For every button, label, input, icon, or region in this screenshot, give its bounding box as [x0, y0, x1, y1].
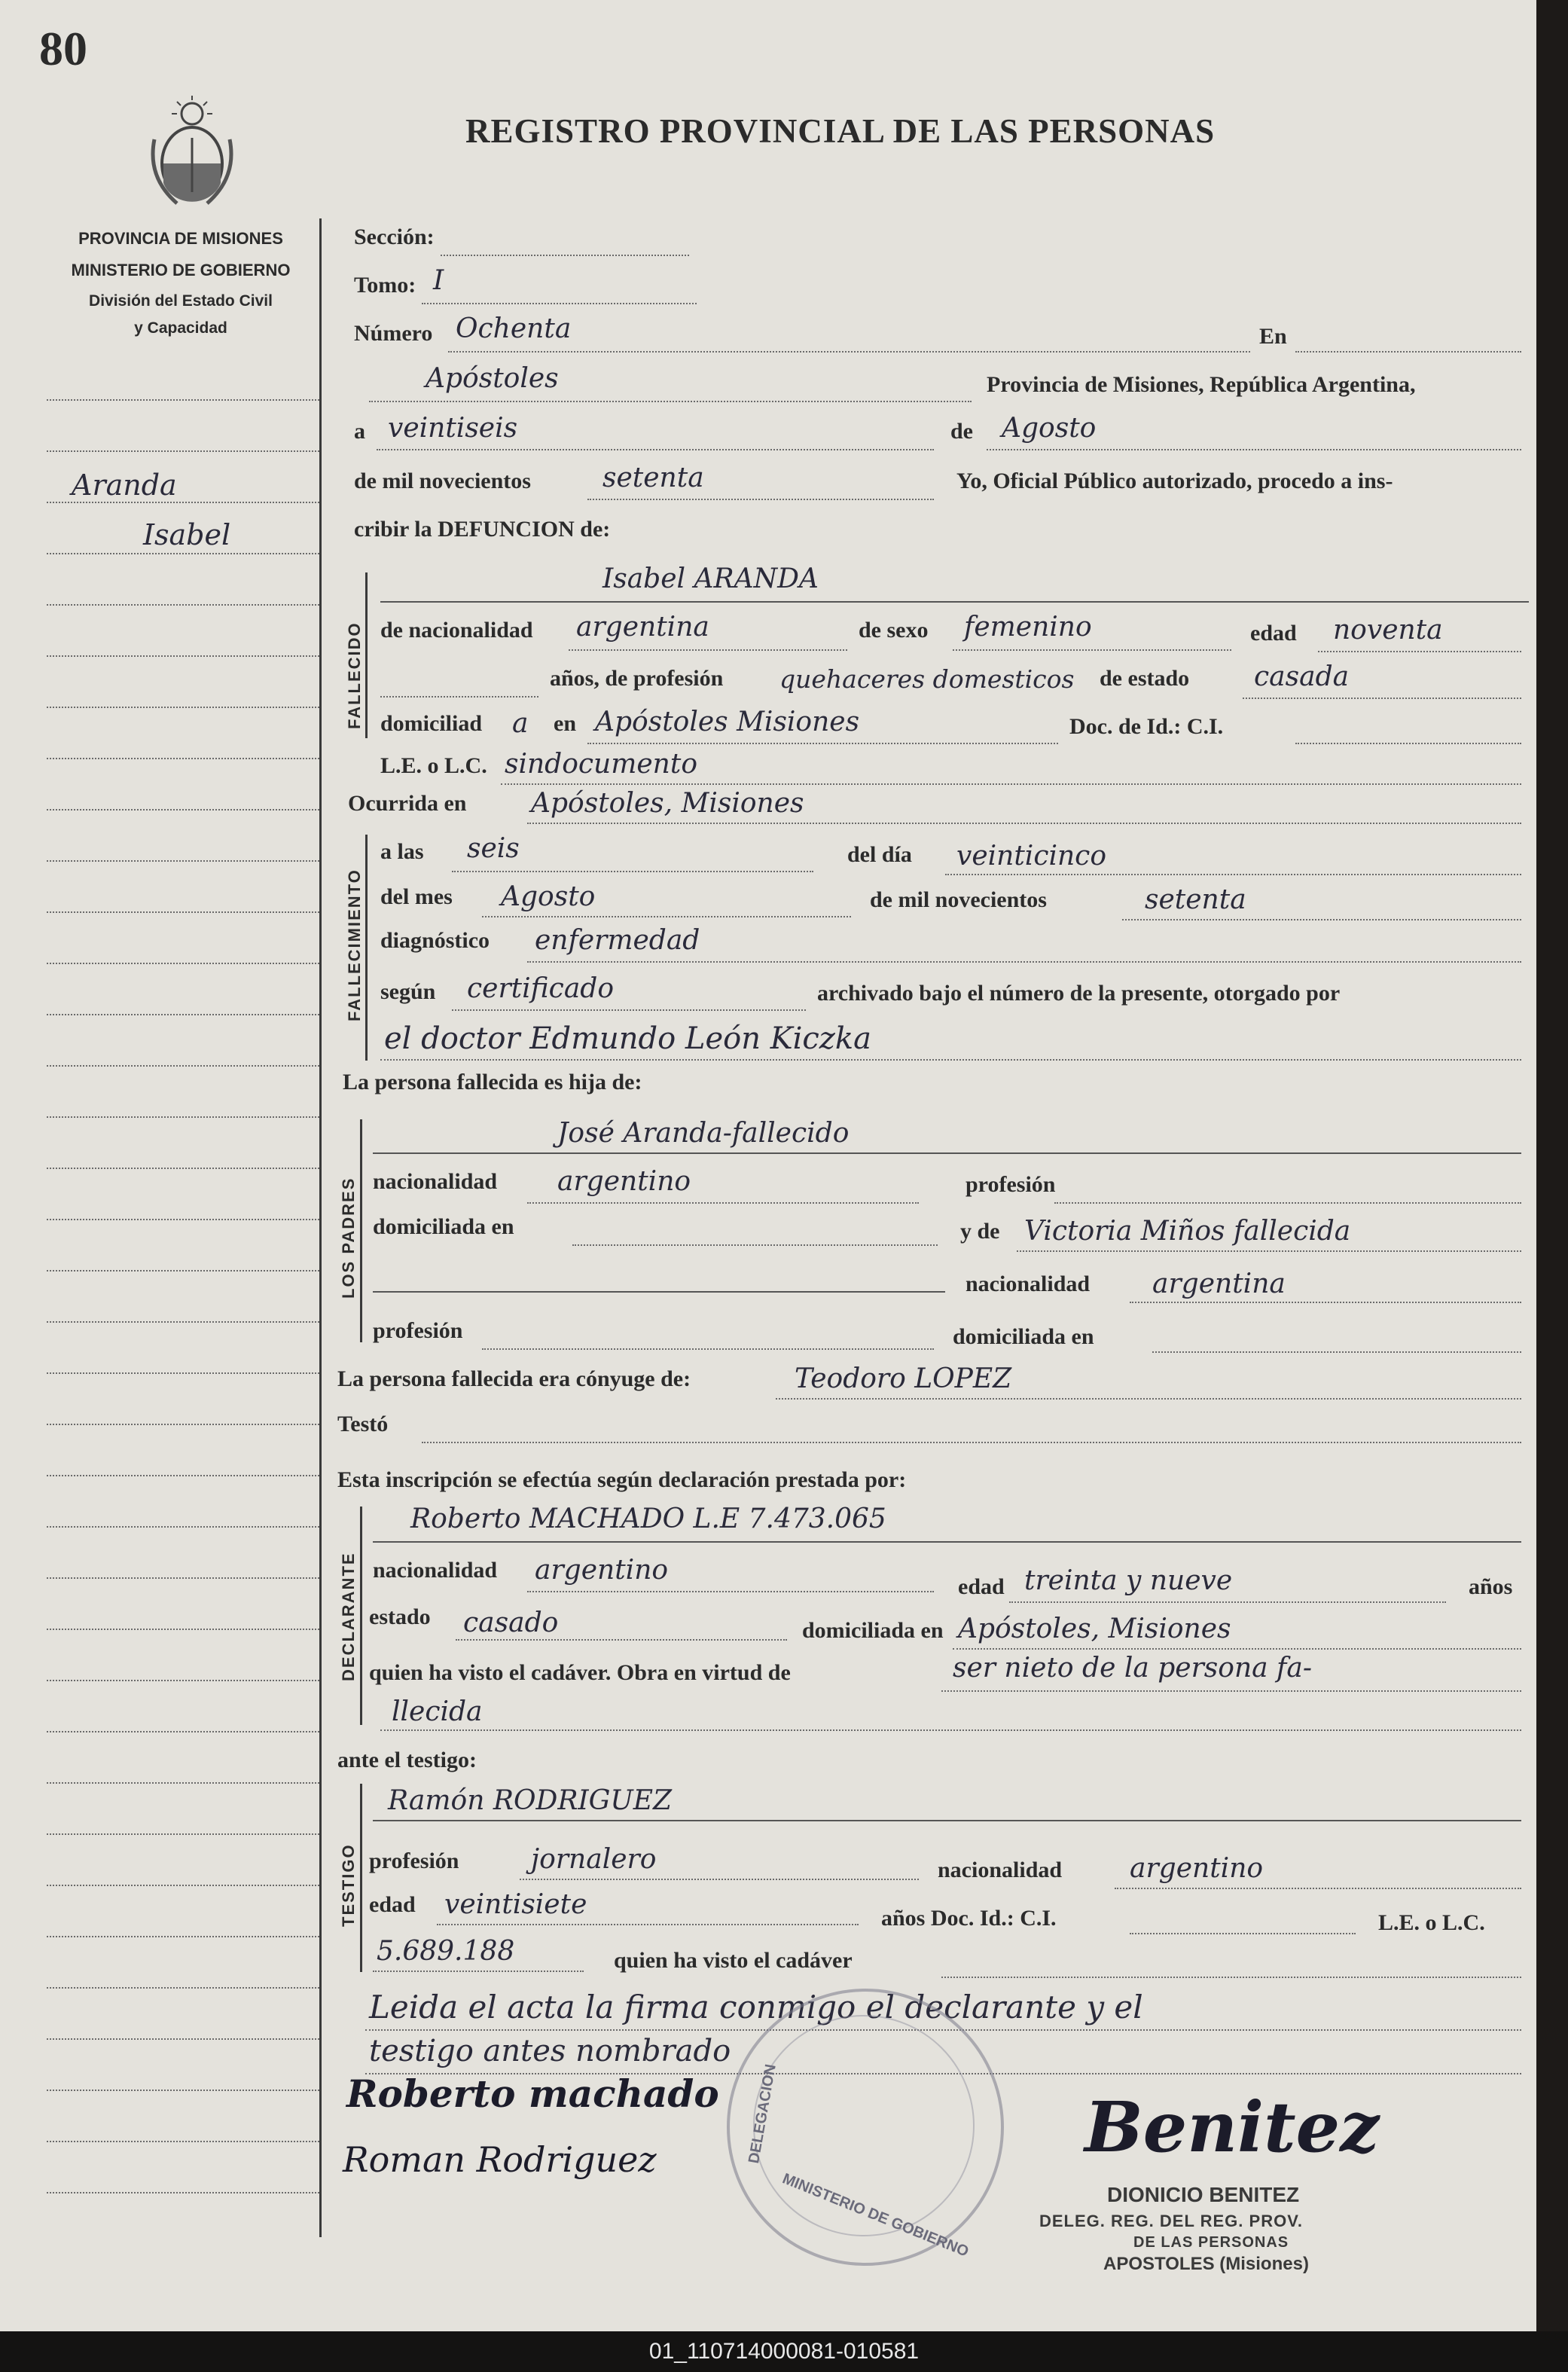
testigo-signature: Roman Rodriguez: [343, 2139, 657, 2180]
declarante-nacionalidad-value: argentino: [535, 1555, 669, 1586]
mil-label-2: de mil novecientos: [870, 887, 1047, 912]
segun-label: según: [380, 979, 436, 1004]
ocurrida-value: Apóstoles, Misiones: [531, 788, 804, 819]
profesion-label: años, de profesión: [550, 666, 724, 691]
margin-line: [47, 2192, 319, 2193]
nacionalidad-label: de nacionalidad: [380, 618, 533, 643]
declarante-estado-value: casado: [463, 1607, 559, 1638]
closing-line-2: testigo antes nombrado: [369, 2034, 731, 2068]
page-number: 80: [39, 22, 87, 75]
margin-surname: Aranda: [72, 469, 177, 502]
diagnostico-value: enfermedad: [535, 925, 700, 956]
testigo-profesion-value: jornalero: [531, 1844, 657, 1875]
declarante-domicilio-value: Apóstoles, Misiones: [958, 1613, 1231, 1644]
seal-text-left: DELEGACION: [746, 2062, 779, 2165]
margin-line: [47, 1116, 319, 1118]
document-title: REGISTRO PROVINCIAL DE LAS PERSONAS: [465, 112, 1216, 150]
padres-section-label: LOS PADRES: [339, 1177, 358, 1299]
seccion-label: Sección:: [354, 224, 435, 249]
conyuge-value: Teodoro LOPEZ: [795, 1363, 1012, 1394]
stamp-name: DIONICIO BENITEZ: [1107, 2183, 1300, 2206]
margin-line: [47, 1321, 319, 1323]
fallecido-section-label: FALLECIDO: [345, 621, 364, 729]
margin-line: [47, 1885, 319, 1886]
sexo-label: de sexo: [859, 618, 929, 643]
margin-line: [47, 1526, 319, 1528]
testigo-le-label: L.E. o L.C.: [1378, 1910, 1485, 1935]
de-label: de: [950, 419, 973, 444]
declarante-edad-value: treinta y nueve: [1024, 1565, 1233, 1596]
testigo-nacionalidad-label: nacionalidad: [938, 1858, 1063, 1882]
stamp-location: APOSTOLES (Misiones): [1103, 2254, 1309, 2274]
testigo-edad-label: edad: [369, 1892, 416, 1917]
madre-domiciliada-label: domiciliada en: [953, 1324, 1094, 1349]
inscribir-label: cribir la DEFUNCION de:: [354, 517, 611, 542]
conyuge-label: La persona fallecida era cónyuge de:: [337, 1366, 691, 1391]
deceased-name: Isabel ARANDA: [602, 563, 819, 594]
le-label: L.E. o L.C.: [380, 753, 487, 778]
declarante-virtud-value-2: llecida: [392, 1696, 483, 1727]
edad-label: edad: [1250, 621, 1297, 646]
margin-line: [47, 604, 319, 606]
profesion-value: quehaceres domesticos: [779, 664, 1075, 694]
testigo-visto-label: quien ha visto el cadáver: [614, 1948, 853, 1973]
margin-line: [47, 1168, 319, 1169]
testo-label: Testó: [337, 1412, 389, 1436]
ministry-label: MINISTERIO DE GOBIERNO: [71, 261, 291, 279]
declarante-domiciliada-label: domiciliada en: [802, 1618, 944, 1643]
doctor-value: el doctor Edmundo León Kiczka: [384, 1021, 871, 1056]
declarante-section-label: DECLARANTE: [339, 1552, 358, 1681]
hora-value: seis: [467, 833, 520, 864]
mes-value: Agosto: [501, 881, 596, 912]
margin-line: [47, 1014, 319, 1015]
edad-value: noventa: [1333, 615, 1443, 646]
domicilio-en-label: en: [554, 711, 576, 736]
margin-line: [47, 860, 319, 862]
testigo-profesion-label: profesión: [369, 1848, 459, 1873]
numero-value: Ochenta: [456, 313, 572, 344]
official-signature: Benitez: [1084, 2087, 1380, 2168]
fallecimiento-section-label: FALLECIMIENTO: [345, 869, 364, 1021]
margin-line: [47, 1731, 319, 1732]
capacity-label: y Capacidad: [134, 319, 227, 337]
month-value: Agosto: [1002, 413, 1097, 444]
margin-line: [47, 707, 319, 708]
margin-line: [47, 1372, 319, 1374]
declarante-edad-label: edad: [958, 1574, 1005, 1599]
oficial-label: Yo, Oficial Público autorizado, procedo a ins-: [956, 469, 1393, 493]
anio-value: setenta: [1145, 884, 1246, 915]
margin-line: [47, 911, 319, 913]
margin-line: [47, 1782, 319, 1784]
declarante-name: Roberto MACHADO L.E 7.473.065: [410, 1503, 886, 1534]
margin-line: [47, 1065, 319, 1067]
archivado-label: archivado bajo el número de la presente, otorgado por: [817, 981, 1341, 1006]
coat-of-arms-icon: [143, 94, 241, 215]
closing-line-1: Leida el acta la firma conmigo el declarante y el: [369, 1989, 1143, 2026]
margin-line: [47, 553, 319, 554]
tomo-label: Tomo:: [354, 273, 416, 298]
domiciliad-suffix: a: [512, 708, 529, 739]
margin-line: [47, 450, 319, 452]
segun-value: certificado: [467, 973, 615, 1004]
doc-label: Doc. de Id.: C.I.: [1069, 714, 1224, 739]
margin-line: [47, 399, 319, 401]
margin-firstname: Isabel: [143, 518, 231, 551]
domicilio-value: Apóstoles Misiones: [595, 707, 860, 737]
image-id-caption: 01_110714000081-010581: [0, 2331, 1568, 2372]
division-label: División del Estado Civil: [89, 292, 273, 310]
stamp-role: DELEG. REG. DEL REG. PROV.: [1039, 2212, 1303, 2230]
margin-line: [47, 1680, 319, 1681]
testigo-anos-label: años Doc. Id.: C.I.: [881, 1906, 1057, 1931]
year-value: setenta: [602, 462, 704, 493]
margin-line: [47, 1987, 319, 1989]
testigo-name: Ramón RODRIGUEZ: [388, 1785, 673, 1816]
testigo-doc-value: 5.689.188: [377, 1936, 515, 1967]
stamp-office: DE LAS PERSONAS: [1133, 2234, 1289, 2251]
declarante-nacionalidad-label: nacionalidad: [373, 1558, 498, 1583]
day-value: veintiseis: [388, 413, 518, 444]
domiciliad-label: domiciliad: [380, 711, 483, 736]
madre-profesion-label: profesión: [373, 1318, 463, 1343]
margin-divider: [319, 218, 322, 2237]
padres-intro-label: La persona fallecida es hija de:: [343, 1070, 642, 1094]
declarante-visto-label: quien ha visto el cadáver. Obra en virtud de: [369, 1660, 791, 1685]
provincia-label: Provincia de Misiones, República Argentina,: [987, 372, 1416, 397]
testigo-edad-value: veintisiete: [444, 1889, 587, 1920]
margin-line: [47, 1475, 319, 1476]
dia-value: veinticinco: [956, 841, 1107, 872]
padre-nacionalidad-label: nacionalidad: [373, 1169, 498, 1194]
ocurrida-label: Ocurrida en: [348, 791, 467, 816]
testigo-intro-label: ante el testigo:: [337, 1748, 477, 1772]
padre-domiciliada-label: domiciliada en: [373, 1214, 514, 1239]
declarante-anos-label: años: [1469, 1574, 1513, 1599]
province-label: PROVINCIA DE MISIONES: [78, 229, 283, 248]
padre-nacionalidad-value: argentino: [557, 1166, 691, 1197]
madre-value: Victoria Miños fallecida: [1024, 1216, 1351, 1247]
margin-line: [47, 963, 319, 964]
margin-line: [47, 1629, 319, 1630]
testigo-section-label: TESTIGO: [339, 1843, 358, 1927]
margin-line: [47, 1577, 319, 1579]
seal-text-bottom: MINISTERIO DE GOBIERNO: [779, 2170, 972, 2261]
madre-nacionalidad-value: argentina: [1152, 1268, 1286, 1299]
margin-line: [47, 1833, 319, 1835]
margin-line: [47, 758, 319, 759]
margin-line: [47, 2090, 319, 2091]
mil-label: de mil novecientos: [354, 469, 531, 493]
mes-label: del mes: [380, 884, 453, 909]
a-label: a: [354, 419, 365, 444]
padre-value: José Aranda-fallecido: [557, 1118, 850, 1149]
place-value: Apóstoles: [426, 363, 559, 394]
le-value: sindocumento: [505, 749, 698, 780]
margin-line: [47, 1424, 319, 1425]
margin-line: [47, 1270, 319, 1271]
sexo-value: femenino: [964, 612, 1092, 643]
margin-line: [47, 502, 319, 503]
tomo-value: I: [433, 265, 444, 296]
nacionalidad-value: argentina: [576, 612, 709, 643]
margin-line: [47, 1219, 319, 1220]
y-de-label: y de: [960, 1219, 1000, 1244]
margin-line: [47, 1936, 319, 1937]
diagnostico-label: diagnóstico: [380, 928, 490, 953]
margin-line: [47, 655, 319, 657]
margin-line: [47, 2141, 319, 2142]
margin-line: [47, 809, 319, 811]
testigo-nacionalidad-value: argentino: [1130, 1853, 1264, 1884]
declarante-intro-label: Esta inscripción se efectúa según declaración prestada por:: [337, 1467, 907, 1492]
estado-label: de estado: [1100, 666, 1190, 691]
numero-label: Número: [354, 321, 433, 346]
madre-nacionalidad-label: nacionalidad: [966, 1271, 1091, 1296]
declarante-virtud-value: ser nieto de la persona fa-: [953, 1653, 1312, 1684]
a-las-label: a las: [380, 839, 424, 864]
dia-label: del día: [847, 842, 912, 867]
en-label: En: [1259, 324, 1287, 349]
estado-value: casada: [1254, 661, 1350, 692]
margin-line: [47, 2038, 319, 2040]
declarante-signature: Roberto machado: [346, 2071, 719, 2116]
declarante-estado-label: estado: [369, 1604, 431, 1629]
padre-profesion-label: profesión: [966, 1172, 1056, 1197]
